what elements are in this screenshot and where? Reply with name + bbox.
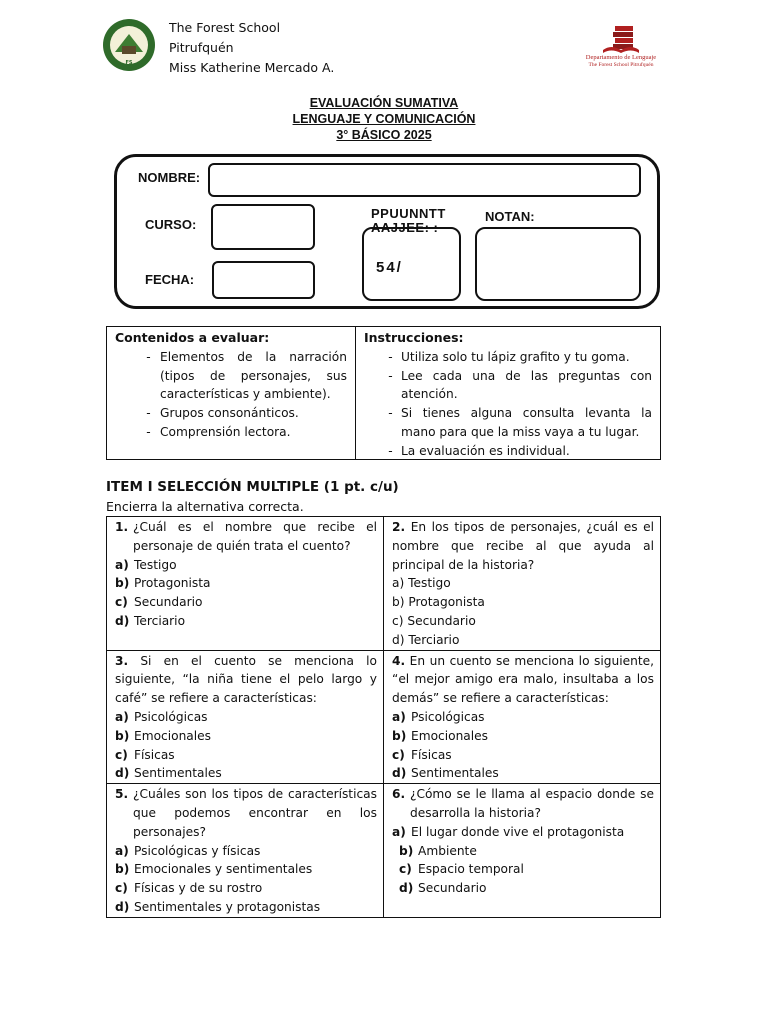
option[interactable]: d) Sentimentales [392, 766, 499, 781]
contents-list [115, 348, 347, 442]
curso-label: CURSO: [145, 217, 197, 232]
option[interactable]: a) Testigo [115, 557, 177, 572]
instructions-header: Instrucciones: [364, 330, 464, 345]
option[interactable]: b) Emocionales y sentimentales [115, 862, 313, 877]
question-5 [107, 784, 384, 918]
title-line3: 3° BÁSICO 2025 [336, 128, 432, 142]
logo-text: FS [125, 60, 133, 66]
option[interactable]: d) Secundario [399, 881, 487, 896]
question-6 [384, 784, 661, 918]
nota-label: NOTAN: [485, 209, 535, 224]
option[interactable]: a) Psicológicas [392, 709, 485, 724]
list-item: - Grupos consonánticos. [115, 404, 347, 423]
department-logo [578, 24, 664, 74]
option[interactable]: a) Testigo [392, 576, 451, 591]
item1-subtitle: Encierra la alternativa correcta. [106, 499, 304, 514]
school-city: Pitrufquén [169, 40, 234, 55]
question-5-stem: ¿Cuáles son los tipos de características que podemos encontrar en los personajes? [133, 787, 377, 839]
question-4-stem: En un cuento se menciona lo siguiente, “el mejor amigo era malo, insultaba a los demás” se refiere a características: [392, 653, 655, 706]
option[interactable]: d) Sentimentales y protagonistas [115, 899, 321, 914]
option[interactable]: c) Secundario [115, 595, 203, 610]
question-2-number: 2. [392, 520, 406, 534]
puntaje-label-line1: PPUUNNTT [371, 206, 446, 221]
question-6-number: 6. [392, 787, 406, 802]
instruction-item-4: La evaluación es individual. [401, 443, 570, 458]
list-item: - Lee cada una de las preguntas con atención. [364, 367, 652, 405]
instruction-item-3: Si tienes alguna consulta levanta la mano para que la miss vaya a tu lugar. [401, 406, 652, 439]
option[interactable]: c) Espacio temporal [399, 862, 524, 877]
option[interactable]: d) Terciario [115, 613, 186, 628]
instruction-item-2: Lee cada una de las preguntas con atención. [401, 368, 652, 402]
teacher-name: Miss Katherine Mercado A. [169, 60, 335, 75]
student-data-card [114, 154, 660, 309]
question-3-stem: Si en el cuento se menciona lo siguiente, “la niña tiene el pelo largo y café” se refiere a características: [115, 653, 377, 706]
info-table [106, 326, 661, 460]
list-item: - Utiliza solo tu lápiz grafito y tu goma. [364, 348, 652, 367]
question-1 [107, 517, 384, 651]
contents-header: Contenidos a evaluar: [115, 330, 270, 345]
list-item: - Comprensión lectora. [115, 423, 347, 442]
question-2-stem: En los tipos de personajes, ¿cuál es el nombre que recibe al que ayuda al principal de la historia? [392, 520, 654, 572]
contents-item-3: Comprensión lectora. [160, 424, 291, 439]
exam-title [200, 95, 568, 143]
option[interactable]: b) Emocionales [392, 728, 488, 743]
questions-table [106, 516, 661, 918]
option[interactable]: b) Ambiente [399, 843, 477, 858]
books-icon [601, 24, 641, 54]
list-item: - Si tienes alguna consulta levanta la mano para que la miss vaya a tu lugar. [364, 404, 652, 442]
question-3-number: 3. [115, 653, 129, 668]
fecha-field[interactable] [212, 261, 315, 299]
school-info [169, 18, 334, 78]
option[interactable]: c) Físicas [115, 747, 175, 762]
list-item: - Elementos de la narración (tipos de personajes, sus características y ambiente). [115, 348, 347, 404]
nota-field[interactable] [475, 227, 641, 301]
instructions-column [356, 327, 660, 459]
contents-item-1: Elementos de la narración (tipos de personajes, sus características y ambiente). [160, 349, 347, 402]
puntaje-value: 54/ [376, 259, 403, 276]
question-1-number: 1. [115, 520, 129, 534]
option[interactable]: a) El lugar donde vive el protagonista [392, 824, 625, 839]
curso-field[interactable] [211, 204, 315, 250]
department-line2: The Forest School Pitrufquén [588, 62, 654, 68]
option[interactable]: c) Físicas [392, 747, 452, 762]
question-5-number: 5. [115, 787, 129, 802]
department-line1: Departamento de Lenguaje [585, 54, 657, 61]
school-logo [102, 18, 156, 72]
option[interactable]: c) Secundario [392, 613, 476, 628]
option[interactable]: d) Sentimentales [115, 766, 222, 781]
item1-title: ITEM I SELECCIÓN MULTIPLE (1 pt. c/u) [106, 479, 399, 495]
option[interactable]: b) Protagonista [115, 576, 211, 591]
title-line2: LENGUAJE Y COMUNICACIÓN [292, 112, 476, 126]
question-4 [384, 650, 661, 784]
option[interactable]: c) Físicas y de su rostro [115, 881, 263, 896]
nombre-label: NOMBRE: [138, 170, 201, 185]
instructions-list [364, 348, 652, 461]
question-6-stem: ¿Cómo se le llama al espacio donde se desarrolla la historia? [410, 787, 654, 820]
nombre-field[interactable] [208, 163, 641, 197]
question-1-stem: ¿Cuál es el nombre que recibe el personaje de quién trata el cuento? [133, 520, 377, 553]
list-item: - La evaluación es individual. [364, 442, 652, 461]
puntaje-label-line2: AAJJEE: : [371, 220, 439, 235]
question-2 [384, 517, 661, 651]
instruction-item-1: Utiliza solo tu lápiz grafito y tu goma. [401, 349, 630, 364]
option[interactable]: a) Psicológicas y físicas [115, 843, 261, 858]
option[interactable]: d) Terciario [392, 632, 460, 647]
question-4-number: 4. [392, 653, 406, 668]
fecha-label: FECHA: [145, 272, 195, 287]
puntaje-field[interactable] [362, 227, 461, 301]
option[interactable]: b) Protagonista [392, 595, 485, 610]
contents-column [107, 327, 356, 459]
school-name: The Forest School [169, 20, 281, 35]
title-line1: EVALUACIÓN SUMATIVA [309, 96, 459, 110]
question-3 [107, 650, 384, 784]
option[interactable]: a) Psicológicas [115, 709, 208, 724]
option[interactable]: b) Emocionales [115, 728, 211, 743]
contents-item-2: Grupos consonánticos. [160, 406, 299, 421]
